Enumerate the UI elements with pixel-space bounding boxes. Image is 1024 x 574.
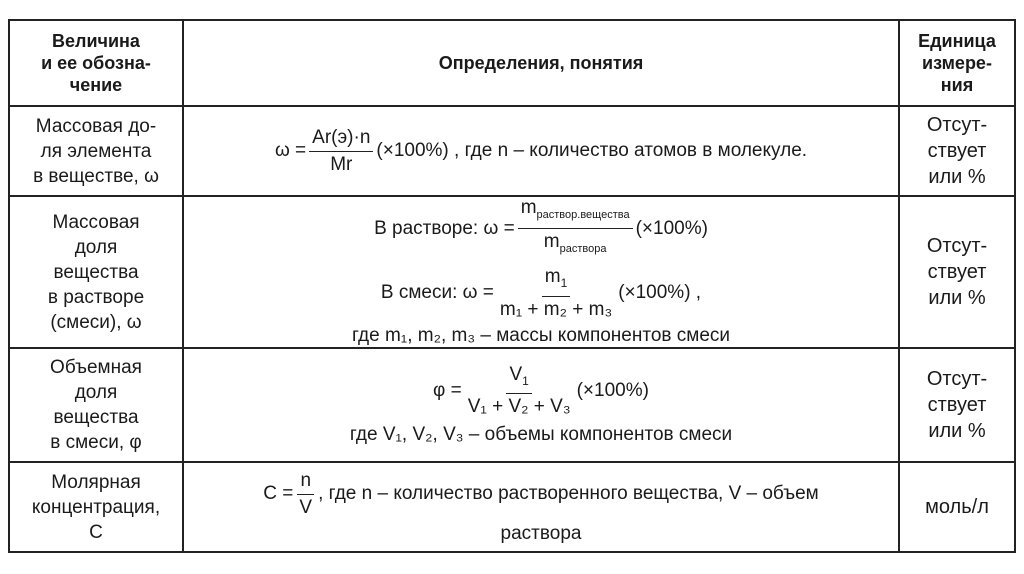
fraction: $\frac{m_{раствор.вещества}}{m_{раствора}}$ — [518, 197, 633, 260]
mass-fraction-formula: ω = $\frac{Ar(э)\cdot n}{Mr}$ (×100%) , где n – количество атомов в молекуле. — [274, 126, 808, 175]
table-row — [9, 106, 1015, 196]
header-definitions: Определения, понятия — [183, 20, 899, 106]
unit-cell: моль/л — [899, 462, 1015, 552]
solution-formula: В растворе: ω = $\frac{m_{раствор.вещества}}{m_{раствора}}$ (×100%) — [374, 197, 708, 260]
header-unit: Единица измере- ния — [899, 20, 1015, 106]
definition-cell — [183, 106, 899, 196]
definition-cell — [183, 348, 899, 462]
definition-cell — [183, 462, 899, 552]
volume-fraction-formula: φ = $\frac{V_1}{\text{V₁ + V₂ + V₃}}$ (×100%) — [433, 363, 649, 418]
unit-cell: Отсут- ствует или % — [899, 196, 1015, 348]
quantity-cell: Молярная концентрация, С — [9, 462, 183, 552]
fraction: $\frac{V_1}{\text{V₁ + V₂ + V₃}}$ — [467, 363, 571, 418]
quantity-cell: Массовая до- ля элемента в веществе, ω — [9, 106, 183, 196]
header-quantity: Величина и ее обозна- чение — [9, 20, 183, 106]
volume-note: где V₁, V₂, V₃ – объемы компонентов смеси — [349, 424, 733, 446]
definitions-table — [8, 19, 1016, 553]
mixture-note: где m₁, m₂, m₃ – массы компонентов смеси — [351, 324, 731, 346]
fraction: $\frac{m_1}{\text{m₁ + m₂ + m₃}}$ — [499, 265, 613, 320]
header-row — [9, 20, 1015, 106]
table-row — [9, 348, 1015, 462]
unit-cell: Отсут- ствует или % — [899, 348, 1015, 462]
fraction: $\frac{n}{V}$ — [299, 469, 313, 518]
quantity-cell: Объемная доля вещества в смеси, φ — [9, 348, 183, 462]
fraction: $\frac{Ar(э)\cdot n}{Mr}$ — [309, 127, 373, 176]
molar-note: раствора — [500, 522, 582, 544]
mixture-formula: В смеси: ω = $\frac{m_1}{\text{m₁ + m₂ + m₃}}$ (×100%) , — [380, 265, 702, 320]
unit-cell: Отсут- ствует или % — [899, 106, 1015, 196]
table-row — [9, 462, 1015, 552]
quantity-cell: Массовая доля вещества в растворе (смеси), ω — [9, 196, 183, 348]
molar-concentration-formula: С = $\frac{n}{V}$ , где n – количество растворенного вещества, V – объем — [263, 469, 819, 518]
table-row — [9, 196, 1015, 348]
definition-cell — [183, 196, 899, 348]
